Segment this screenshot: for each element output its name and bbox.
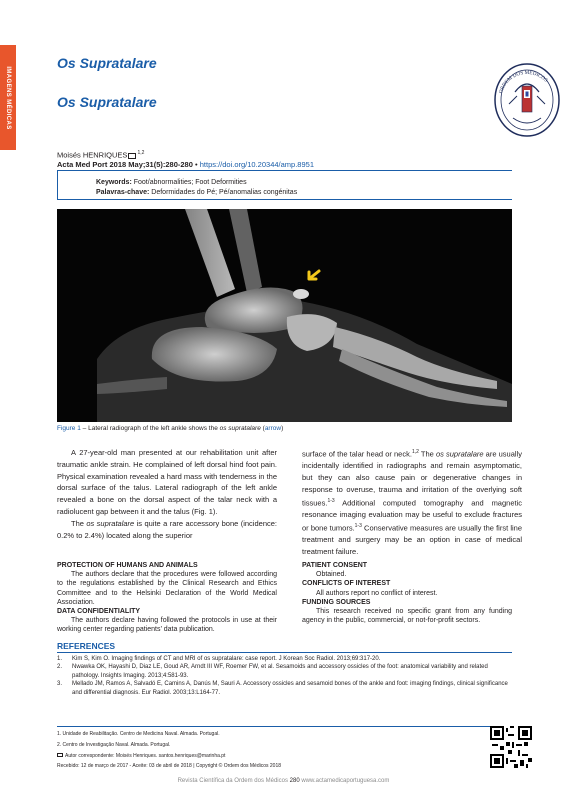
envelope-icon [57, 753, 63, 757]
author-line: Moisés HENRIQUES $^{1,2}$ [57, 150, 145, 160]
body-paragraph: surface of the talar head or neck.$^{1,2}$ The os supratalare are usually incidentally identified in radiographs and remain asymptomatic, but they can also cause pain or degenerative changes in response to overuse, trauma and irritation of the overlying soft tissues.$^{1-3}$ Additional computed tomography and magnetic resonance imaging evaluation may be useful to exclude fractures or bone tumors.$^{1-3}$ Conservative measures are usually the first line treatment and surgery may be an option in case of medical treatment failure. [302, 449, 522, 556]
section-heading: FUNDING SOURCES [302, 598, 371, 606]
section-heading: DATA CONFIDENTIALITY [57, 608, 141, 616]
declarations-left [57, 561, 277, 635]
reference-item: 1. Kim S, Kim O. Imaging findings of CT and MRI of os supratalare: case report. J Korean Soc Radiol. 2013;69:317-20. [57, 656, 381, 662]
footnote-affiliation-1: 1. Unidade de Reabilitação. Centro de Medicina Naval. Almada. Portugal. [57, 731, 220, 737]
footnote-affiliation-2: 2. Centro de Investigação Naval. Almada. Portugal. [57, 742, 171, 748]
footnote-corresponding: Autor correspondente: Moisés Henriques. santos.henriques@marinha.pt [57, 753, 225, 759]
journal-website-link[interactable]: www.actamedicaportuguesa.com [301, 778, 390, 784]
section-heading: PROTECTION OF HUMANS AND ANIMALS [57, 562, 198, 569]
section-text: Obtained. [316, 571, 347, 579]
body-paragraph: The os supratalare is quite a rare accessory bone (incidence: 0.2% to 2.4%) located along the superior [57, 518, 277, 540]
figure-label[interactable]: Figure 1 [57, 425, 81, 432]
reference-item: 3. Mellado JM, Ramos A, Salvadó E, Camins A, Danús M, Sauri A. Accessory ossicles and sesamoid bones of the ankle and foot: imaging findings, clinical significance and differential diagnosis. Eur Radiol. 2003;13:L164-77. [57, 681, 508, 696]
section-text: All authors report no conflict of interest. [316, 589, 438, 597]
doi-link[interactable]: https://doi.org/10.20344/amp.8951 [199, 160, 314, 169]
svg-text:ORDEM DOS MÉDICOS: ORDEM DOS MÉDICOS [497, 69, 549, 95]
footnote-divider [57, 726, 512, 727]
envelope-icon[interactable] [128, 153, 136, 159]
page-number: 280 [289, 778, 300, 784]
section-text: The authors declare that the procedures were followed according to the regulations established by the Clinical Research and Ethics Committee and to the Helsinki Declaration of the World Medical Association. [57, 571, 277, 606]
page-footer: Revista Científica da Ordem dos Médicos 280 www.actamedicaportuguesa.com [177, 778, 390, 784]
figure-caption: Figure 1 – Lateral radiograph of the left ankle shows the os supratalare (arrow) [57, 425, 284, 432]
body-paragraph: A 27-year-old man presented at our rehabilitation unit after traumatic ankle strain. He complained of left dorsal hind foot pain. Physical examination revealed a hard mass with tenderness in the dorsal surface of the talus. Lateral radiograph of the left ankle revealed a bone on the dorsal aspect of the talar neck with a radiolucent gap between it and the talus (Fig. 1). [57, 448, 277, 516]
references-heading: REFERENCES [57, 641, 116, 651]
declarations-right [302, 561, 512, 625]
references-divider [57, 652, 512, 653]
arrow-link[interactable]: arrow [264, 425, 282, 432]
section-heading: CONFLICTS OF INTEREST [302, 580, 391, 588]
qr-code[interactable] [490, 726, 532, 768]
article-title: Os Supratalare [57, 55, 157, 71]
body-left-column [57, 447, 277, 541]
reference-item: 2. Nwawka OK, Hayashi D, Diaz LE, Goud AR, Arndt III WF, Roemer FW, et al. Sesamoids and accessory ossicles of the foot: anatomical variability and related pathology. Insights Imaging. 2013;4:581-93. [57, 664, 488, 679]
section-text: The authors declare having followed the protocols in use at their working center regarding patients’ data publication. [57, 617, 277, 634]
footnote-dates: Recebido: 12 de março de 2017 - Aceite: 03 de abril de 2018 | Copyright © Ordem dos Médicos 2018 [57, 763, 282, 769]
article-title-pt: Os Supratalare [57, 94, 157, 110]
references-list [57, 655, 512, 697]
body-right-column [302, 447, 522, 558]
radiograph-image [57, 209, 512, 422]
ordem-dos-medicos-seal-logo [493, 62, 561, 138]
section-text: This research received no specific grant from any funding agency in the public, commercial, or not-for-profit sectors. [302, 608, 512, 625]
section-tab: IMAGENS MÉDICAS [0, 45, 16, 150]
section-heading: PATIENT CONSENT [302, 562, 368, 569]
journal-citation: Acta Med Port 2018 May;31(5):280-280 • https://doi.org/10.20344/amp.8951 [57, 160, 314, 169]
keywords-box: Keywords: Foot/abnormalities; Foot Deformities Palavras-chave: Deformidades do Pé; Pé/anomalias congénitas [57, 170, 512, 200]
